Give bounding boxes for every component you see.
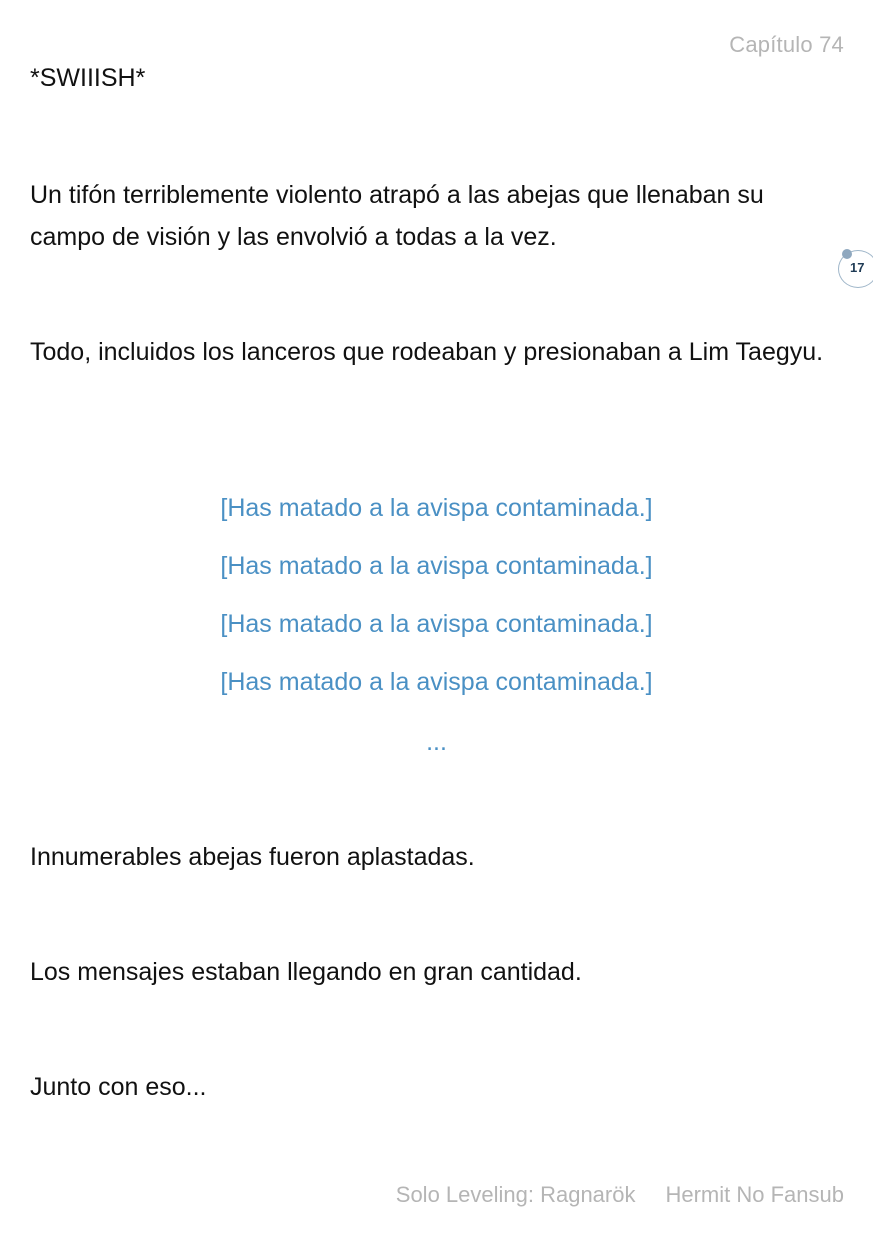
paragraph-bees-crushed: Innumerables abejas fueron aplastadas.: [30, 843, 475, 871]
paragraph-along-with: Junto con eso...: [30, 1073, 207, 1101]
system-message: [Has matado a la avispa contaminada.]: [220, 494, 653, 522]
paragraph-messages: Los mensajes estaban llegando en gran cantidad.: [30, 958, 582, 986]
paragraph-lancers: Todo, incluidos los lanceros que rodeaban y presionaban a Lim Taegyu.: [30, 338, 824, 366]
footer-group: Hermit No Fansub: [665, 1182, 844, 1207]
system-message: [Has matado a la avispa contaminada.]: [220, 668, 653, 696]
chapter-label: Capítulo 74: [729, 32, 844, 57]
paragraph-typhoon: Un tifón terriblemente violento atrapó a las abejas que llenaban su campo de visión y las envolvió a todas a la vez.: [30, 181, 764, 251]
bubble-dot-icon: [842, 249, 852, 259]
system-message: [Has matado a la avispa contaminada.]: [220, 552, 653, 580]
system-ellipsis: ...: [426, 728, 447, 756]
footer-title: Solo Leveling: Ragnarök: [395, 1182, 636, 1207]
footer: [396, 1182, 844, 1208]
paragraph-swish: *SWIIISH*: [30, 64, 146, 92]
page-number-bubble[interactable]: [838, 250, 873, 288]
system-message: [Has matado a la avispa contaminada.]: [220, 610, 653, 638]
page-number: 17: [850, 260, 865, 275]
